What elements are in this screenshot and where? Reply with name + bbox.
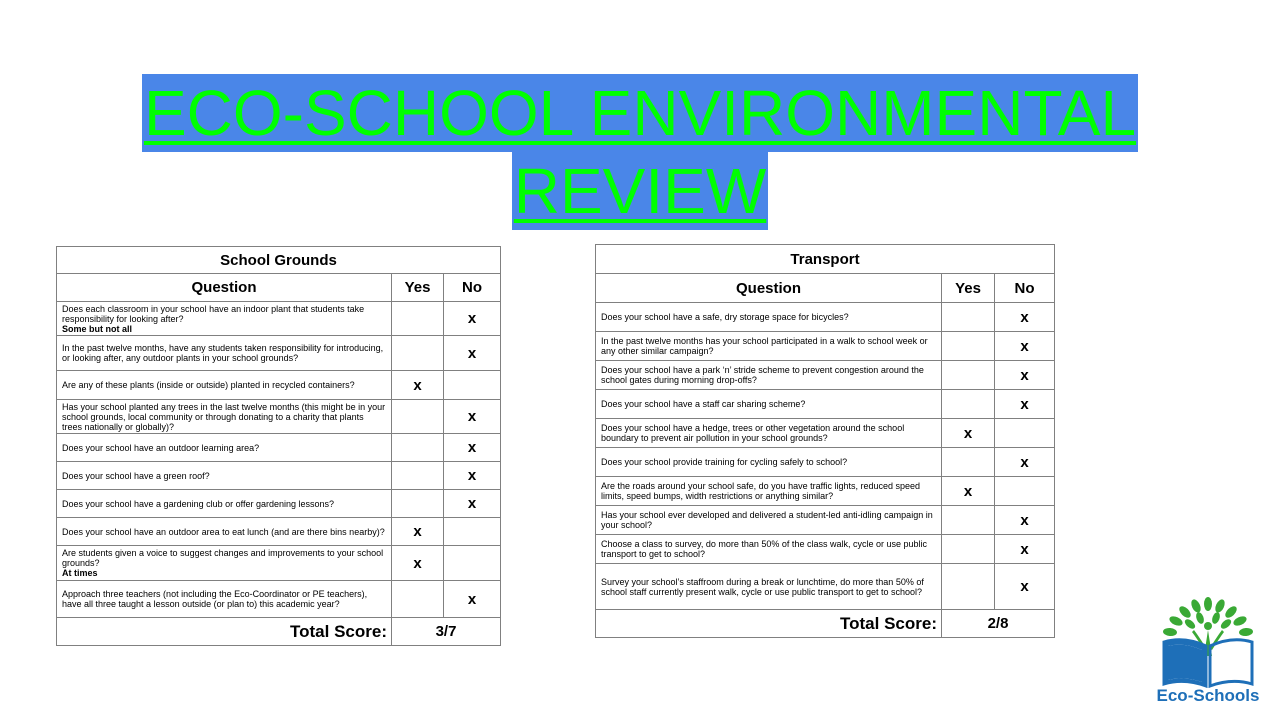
no-mark-cell: x [995, 448, 1055, 477]
table-row [596, 419, 1055, 448]
yes-column-header: Yes [392, 274, 444, 302]
yes-column-header: Yes [942, 274, 995, 303]
table-row [57, 518, 501, 546]
table-row [596, 477, 1055, 506]
no-mark-cell: x [444, 336, 501, 371]
table-row [596, 390, 1055, 419]
yes-mark-cell [942, 506, 995, 535]
yes-mark-cell [942, 303, 995, 332]
yes-mark-cell: x [392, 371, 444, 400]
title-text-1: ECO-SCHOOL ENVIRONMENTAL [142, 74, 1138, 152]
question-text: Does your school have a green roof? [62, 470, 210, 481]
total-score-label: Total Score: [596, 610, 942, 638]
title-text-2: REVIEW [512, 152, 768, 230]
tree-book-icon [1152, 596, 1264, 688]
answer-note: At times [62, 568, 98, 578]
table-row [596, 506, 1055, 535]
question-text: Does your school have a staff car sharing scheme? [601, 399, 806, 409]
question-cell [596, 361, 942, 390]
question-text: Does your school have a safe, dry storage space for bicycles? [601, 312, 849, 322]
transport-table [595, 244, 1055, 638]
no-column-header: No [995, 274, 1055, 303]
no-mark-cell: x [444, 581, 501, 618]
total-score-value: 2/8 [942, 610, 1055, 638]
question-text: Does each classroom in your school have an indoor plant that students take responsibility for looking after? [62, 303, 365, 324]
yes-mark-cell [392, 581, 444, 618]
question-column-header: Question [57, 274, 392, 302]
question-cell [596, 448, 942, 477]
no-mark-cell [444, 371, 501, 400]
question-cell [596, 535, 942, 564]
transport-heading: Transport [596, 245, 1055, 274]
table-row [57, 400, 501, 434]
logo-text: Eco-Schools [1156, 686, 1260, 705]
table-row [57, 462, 501, 490]
question-text: Does your school provide training for cycling safely to school? [601, 457, 848, 467]
question-cell [596, 303, 942, 332]
table-row [596, 332, 1055, 361]
question-cell [57, 336, 392, 371]
question-text: Are any of these plants (inside or outside) planted in recycled containers? [62, 380, 355, 390]
yes-mark-cell [392, 434, 444, 462]
no-mark-cell: x [995, 535, 1055, 564]
question-column-header: Question [596, 274, 942, 303]
no-mark-cell: x [995, 506, 1055, 535]
question-text: Does your school have a gardening club or offer gardening lessons? [62, 498, 335, 509]
no-mark-cell: x [444, 490, 501, 518]
question-text: Approach three teachers (not including the Eco-Coordinator or PE teachers), have all three taught a lesson outside (or plan to) this academic year? [62, 589, 368, 609]
table-row [57, 302, 501, 336]
question-cell [596, 564, 942, 610]
no-mark-cell [444, 546, 501, 581]
no-mark-cell: x [444, 400, 501, 434]
question-cell [596, 390, 942, 419]
no-mark-cell [995, 419, 1055, 448]
table-row [596, 361, 1055, 390]
yes-mark-cell [942, 332, 995, 361]
no-mark-cell: x [444, 302, 501, 336]
total-score-label: Total Score: [57, 618, 392, 646]
no-mark-cell: x [995, 361, 1055, 390]
question-text: In the past twelve months, have any students taken responsibility for introducing, or looking after, any outdoor plants in your school grounds? [62, 343, 384, 363]
page-title-line-2 [0, 152, 1280, 230]
no-mark-cell: x [995, 332, 1055, 361]
question-cell [596, 419, 942, 448]
yes-mark-cell [942, 361, 995, 390]
yes-mark-cell [392, 462, 444, 490]
table-row [57, 434, 501, 462]
no-mark-cell [444, 518, 501, 546]
no-mark-cell: x [995, 303, 1055, 332]
question-text: Does your school have a hedge, trees or other vegetation around the school boundary to prevent air pollution in your school grounds? [601, 423, 905, 443]
page-title-line-1 [0, 74, 1280, 152]
yes-mark-cell: x [392, 546, 444, 581]
question-cell [57, 546, 392, 581]
school-grounds-total-row [57, 618, 501, 646]
yes-mark-cell [392, 302, 444, 336]
table-row [596, 535, 1055, 564]
table-row [596, 564, 1055, 610]
table-row [596, 448, 1055, 477]
question-cell [596, 506, 942, 535]
table-row [57, 490, 501, 518]
question-cell [57, 302, 392, 336]
table-row [57, 371, 501, 400]
question-text: Choose a class to survey, do more than 50% of the class walk, cycle or use public transport to get to school? [601, 539, 927, 559]
yes-mark-cell [942, 535, 995, 564]
question-cell [57, 400, 392, 434]
yes-mark-cell: x [942, 419, 995, 448]
yes-mark-cell [392, 400, 444, 434]
question-text: Are students given a voice to suggest changes and improvements to your school grounds? [62, 548, 384, 568]
question-text: Survey your school’s staffroom during a break or lunchtime, do more than 50% of school staff currently present walk, cycle or use public transport to get to school? [601, 576, 924, 597]
question-cell [57, 490, 392, 518]
question-text: In the past twelve months has your school participated in a walk to school week or any other similar campaign? [601, 336, 928, 356]
total-score-value: 3/7 [392, 618, 501, 646]
question-text: Are the roads around your school safe, do you have traffic lights, reduced speed limits, speed bumps, width restrictions or anything similar? [601, 481, 921, 501]
yes-mark-cell [942, 390, 995, 419]
question-text: Has your school planted any trees in the last twelve months (this might be in your school grounds, local community or through donating to a charity that plants trees nationally or globally)? [62, 401, 386, 432]
table-row [596, 303, 1055, 332]
question-cell [596, 332, 942, 361]
school-grounds-heading: School Grounds [57, 247, 501, 274]
table-row [57, 581, 501, 618]
yes-mark-cell [942, 448, 995, 477]
table-row [57, 336, 501, 371]
question-text: Does your school have a park ‘n’ stride scheme to prevent congestion around the school gates during morning drop-offs? [601, 365, 924, 385]
school-grounds-table [56, 246, 501, 646]
question-text: Does your school have an outdoor learning area? [62, 442, 260, 453]
no-column-header: No [444, 274, 501, 302]
question-cell [57, 518, 392, 546]
question-cell [57, 462, 392, 490]
question-cell [57, 581, 392, 618]
no-mark-cell: x [444, 434, 501, 462]
question-cell [57, 371, 392, 400]
answer-note: Some but not all [62, 323, 133, 334]
no-mark-cell: x [995, 564, 1055, 610]
yes-mark-cell: x [942, 477, 995, 506]
transport-total-row [596, 610, 1055, 638]
eco-schools-logo [1152, 596, 1264, 710]
question-text: Does your school have an outdoor area to eat lunch (and are there bins nearby)? [62, 526, 385, 537]
yes-mark-cell: x [392, 518, 444, 546]
yes-mark-cell [392, 336, 444, 371]
no-mark-cell: x [444, 462, 501, 490]
no-mark-cell [995, 477, 1055, 506]
table-row [57, 546, 501, 581]
yes-mark-cell [942, 564, 995, 610]
question-text: Has your school ever developed and delivered a student-led anti-idling campaign in your school? [601, 510, 933, 530]
no-mark-cell: x [995, 390, 1055, 419]
yes-mark-cell [392, 490, 444, 518]
question-cell [57, 434, 392, 462]
question-cell [596, 477, 942, 506]
